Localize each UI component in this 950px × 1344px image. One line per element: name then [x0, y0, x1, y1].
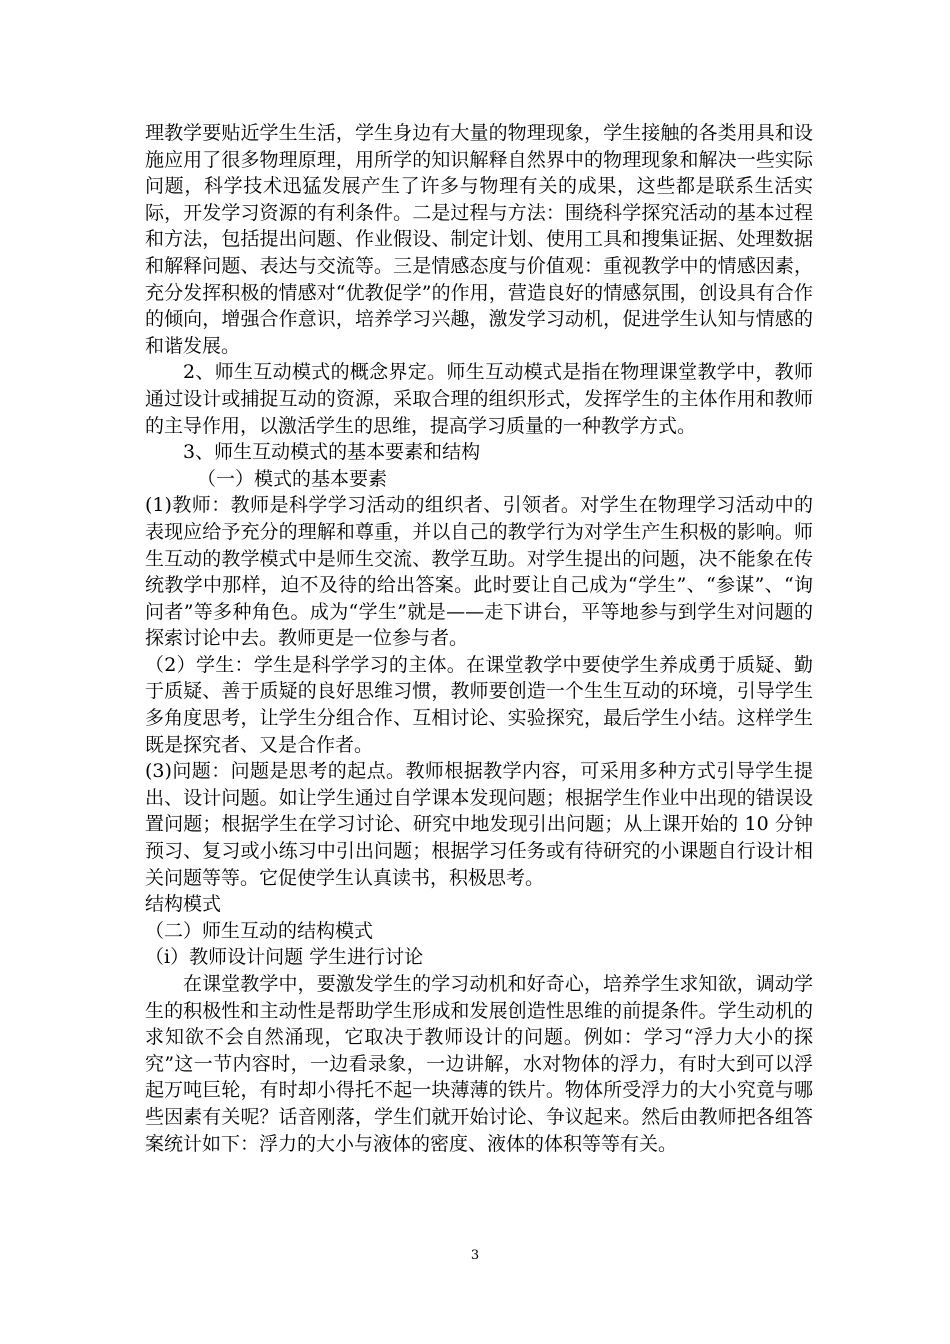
- paragraph-student: （2）学生：学生是科学学习的主体。在课堂教学中要使学生养成勇于质疑、勤于质疑、善于质疑的良好思维习惯，教师要创造一个生生互动的环境，引导学生多角度思考，让学生分组合作、互相讨论、实验探究，最后学生小结。这样学生既是探究者、又是合作者。: [145, 653, 813, 756]
- paragraph-learning-goals: 理教学要贴近学生生活，学生身边有大量的物理现象，学生接触的各类用具和设施应用了很多物理原理，用所学的知识解释自然界中的物理现象和解决一些实际问题，科学技术迅猛发展产生了许多与物理有关的成果，这些都是联系生活实际，开发学习资源的有利条件。二是过程与方法：围绕科学探究活动的基本过程和方法，包括提出问题、作业假设、制定计划、使用工具和搜集证据、处理数据和解释问题、表达与交流等。三是情感态度与价值观：重视教学中的情感因素，充分发挥积极的情感对“优教促学”的作用，营造良好的情感氛围，创设具有合作的倾向，增强合作意识，培养学习兴趣，激发学习动机，促进学生认知与情感的和谐发展。: [145, 122, 813, 357]
- paragraph-classroom-example: 在课堂教学中，要激发学生的学习动机和好奇心，培养学生求知欲，调动学生的积极性和主动性是帮助学生形成和发展创造性思维的前提条件。学生动机的求知欲不会自然涌现，它取决于教师设计的问题。例如：学习“浮力大小的探究”这一节内容时，一边看录象，一边讲解，水对物体的浮力，有时大到可以浮起万吨巨轮，有时却小得托不起一块薄薄的铁片。物体所受浮力的大小究竟与哪些因素有关呢？话音刚落，学生们就开始讨论、争议起来。然后由教师把各组答案统计如下：浮力的大小与液体的密度、液体的体积等等有关。: [145, 973, 813, 1155]
- paragraph-definition: 2、师生互动模式的概念界定。师生互动模式是指在物理课堂教学中，教师通过设计或捕捉互动的资源，采取合理的组织形式，发挥学生的主体作用和教师的主导作用，以激活学生的思维，提高学习质量的一种教学方式。: [145, 361, 813, 437]
- subheading-teacher-design: （ⅰ）教师设计问题 学生进行讨论: [145, 946, 424, 969]
- subheading-structure-mode: （二）师生互动的结构模式: [145, 919, 374, 942]
- heading-structure-mode: 结构模式: [145, 893, 222, 916]
- paragraph-teacher: (1)教师：教师是科学学习活动的组织者、引领者。对学生在物理学习活动中的表现应给予充分的理解和尊重，并以自己的教学行为对学生产生积极的影响。师生互动的教学模式中是师生交流、教学互助。对学生提出的问题，决不能象在传统教学中那样，迫不及待的给出答案。此时要让自己成为“学生”、“参谋”、“询问者”等多种角色。成为“学生”就是——走下讲台，平等地参与到学生对问题的探索讨论中去。教师更是一位参与者。: [145, 494, 813, 650]
- body-text: [145, 120, 813, 1157]
- heading-elements-structure: 3、师生互动模式的基本要素和结构: [183, 441, 481, 464]
- paragraph-question: (3)问题：问题是思考的起点。教师根据教学内容，可采用多种方式引导学生提出、设计问题。如让学生通过自学课本发现问题；根据学生作业中出现的错误设置问题；根据学生在学习讨论、研究中地发现引出问题；从上课开始的 10 分钟预习、复习或小练习中引出问题；根据学习任务或有待研究的小课题自行设计相关问题等等。它促使学生认真读书，积极思考。: [145, 760, 813, 889]
- subheading-basic-elements: （一）模式的基本要素: [197, 467, 388, 490]
- page-number: 3: [470, 1248, 480, 1263]
